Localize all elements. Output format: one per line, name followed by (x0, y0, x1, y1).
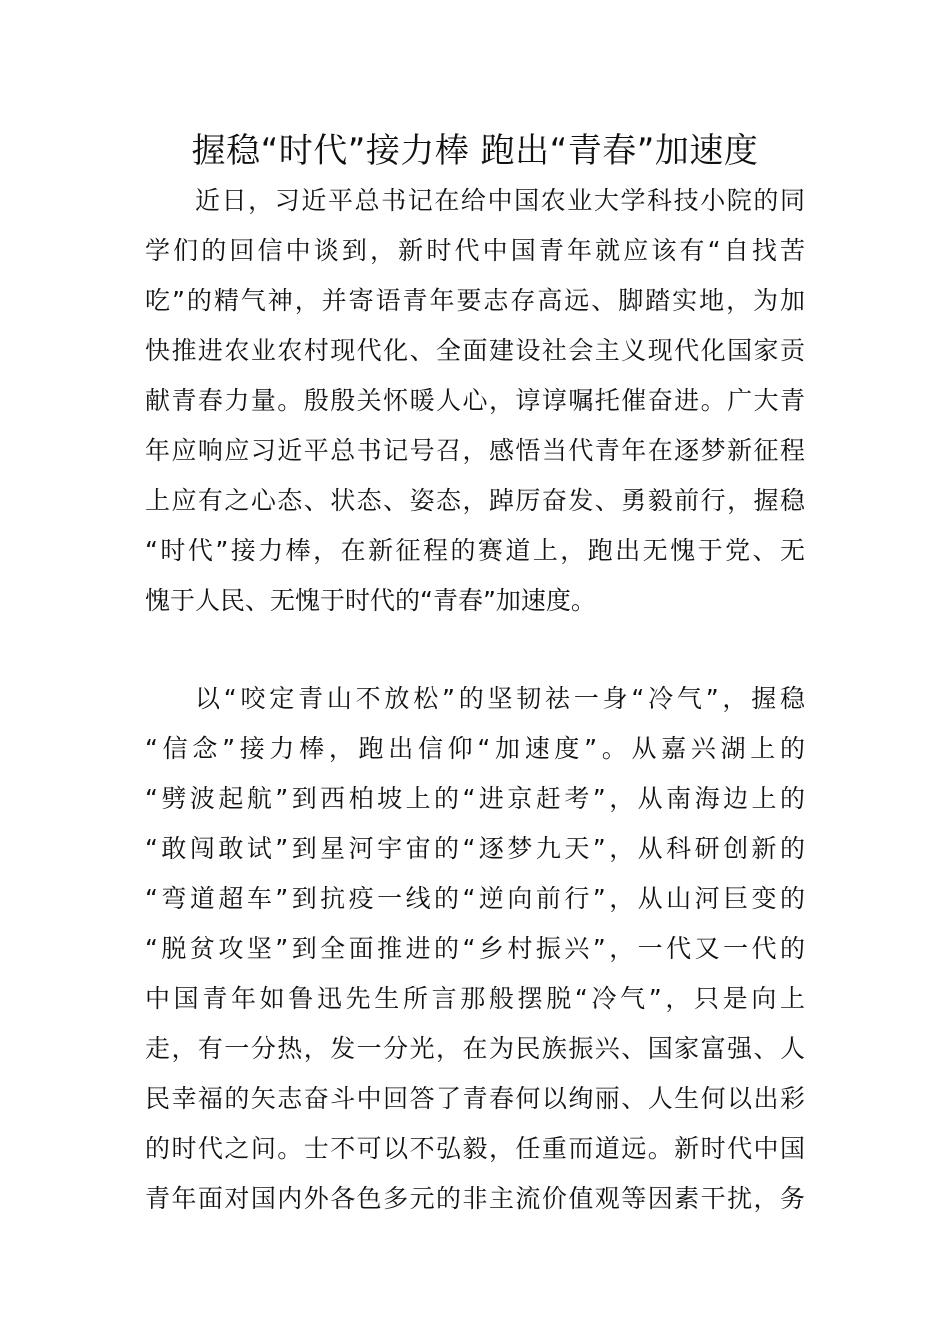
document-title: 握稳“时代”接力棒 跑出“青春”加速度 (191, 131, 759, 171)
paragraph-1 (145, 176, 805, 626)
paragraph-2 (145, 674, 805, 1224)
paragraph-line: 民幸福的矢志奋斗中回答了青春何以绚丽、人生何以出彩 (145, 1084, 805, 1113)
paragraph-line: 的时代之问。士不可以不弘毅，任重而道远。新时代中国 (145, 1134, 805, 1163)
paragraph-line: 吃”的精气神，并寄语青年要志存高远、脚踏实地，为加 (145, 286, 805, 315)
paragraph-line: 上应有之心态、状态、姿态，踔厉奋发、勇毅前行，握稳 (145, 486, 805, 515)
paragraph-line: 青年面对国内外各色多元的非主流价值观等因素干扰，务 (145, 1184, 805, 1213)
paragraph-line: “弯道超车”到抗疫一线的“逆向前行”，从山河巨变的 (145, 884, 805, 913)
paragraph-line: 学们的回信中谈到，新时代中国青年就应该有“自找苦 (145, 236, 805, 265)
paragraph-line: 献青春力量。殷殷关怀暖人心，谆谆嘱托催奋进。广大青 (145, 386, 805, 415)
paragraph-line: 快推进农业农村现代化、全面建设社会主义现代化国家贡 (145, 336, 805, 365)
paragraph-line: “信念”接力棒，跑出信仰“加速度”。从嘉兴湖上的 (145, 734, 805, 763)
paragraph-line: 年应响应习近平总书记号召，感悟当代青年在逐梦新征程 (145, 436, 805, 465)
paragraph-line: 中国青年如鲁迅先生所言那般摆脱“冷气”，只是向上 (145, 984, 805, 1013)
paragraph-line: 近日，习近平总书记在给中国农业大学科技小院的同 (195, 186, 805, 215)
paragraph-line: “劈波起航”到西柏坡上的“进京赶考”，从南海边上的 (145, 784, 805, 813)
paragraph-line: “脱贫攻坚”到全面推进的“乡村振兴”，一代又一代的 (145, 934, 805, 963)
paragraph-line: 以“咬定青山不放松”的坚韧祛一身“冷气”，握稳 (195, 684, 805, 713)
paragraph-line: 走，有一分热，发一分光，在为民族振兴、国家富强、人 (145, 1034, 805, 1063)
paragraph-line: “敢闯敢试”到星河宇宙的“逐梦九天”，从科研创新的 (145, 834, 805, 863)
paragraph-line: 愧于人民、无愧于时代的“青春”加速度。 (145, 586, 596, 615)
paragraph-line: “时代”接力棒，在新征程的赛道上，跑出无愧于党、无 (145, 536, 805, 565)
